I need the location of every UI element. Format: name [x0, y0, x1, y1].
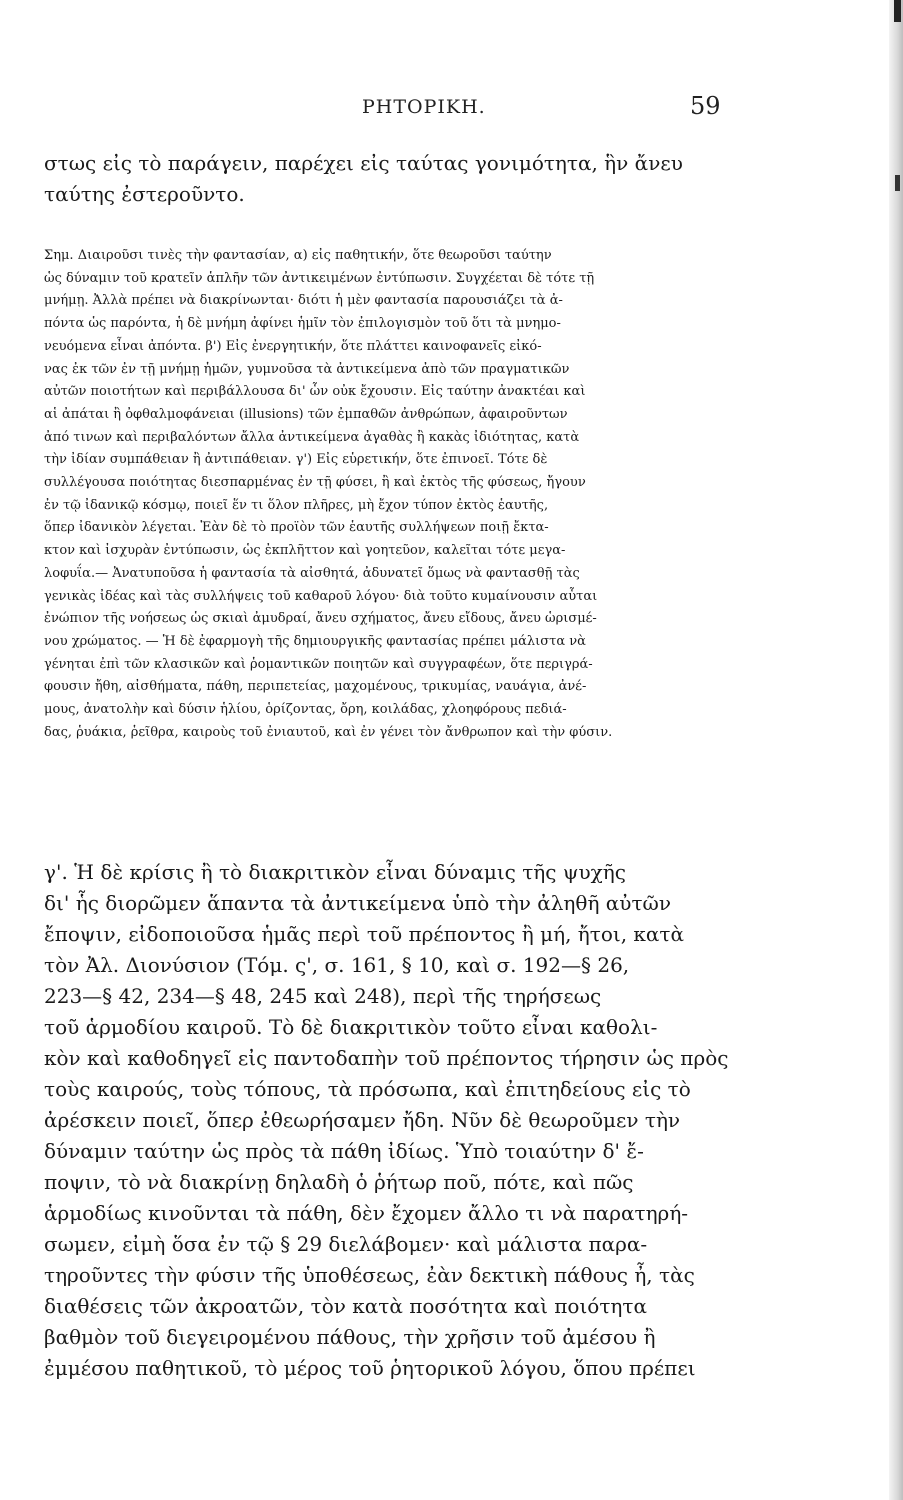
footnote-block	[44, 245, 866, 744]
text-line: ταύτης ἐστεροῦντο.	[44, 182, 245, 206]
note-line: πόντα ὡς παρόντα, ἡ δὲ μνήμη ἀφίνει ἡμῖν τὸν ἐπιλογισμὸν τοῦ ὅτι τὰ μνημο-	[44, 316, 561, 332]
note-line: αὐτῶν ποιοτήτων καὶ περιβάλλουσα δι' ὧν οὐκ ἔχουσιν. Εἰς ταύτην ἀνακτέαι καὶ	[44, 384, 586, 400]
text-line: ἔποψιν, εἰδοποιοῦσα ἡμᾶς περὶ τοῦ πρέποντος ἢ μή, ἤτοι, κατὰ	[44, 922, 684, 946]
page-number: 59	[690, 92, 721, 120]
note-line: ἐνώπιον τῆς νοήσεως ὡς σκιαὶ ἀμυδραί, ἄνευ σχήματος, ἄνευ εἴδους, ἄνευ ὡρισμέ-	[44, 611, 597, 627]
note-line: ὡς δύναμιν τοῦ κρατεῖν ἁπλῆν τῶν ἀντικειμένων ἐντύπωσιν. Συγχέεται δὲ τότε τῇ	[44, 270, 595, 286]
note-line: τὴν ἰδίαν συμπάθειαν ἢ ἀντιπάθειαν. γ') Εἰς εὑρετικήν, ὅτε ἐπινοεῖ. Τότε δὲ	[44, 452, 548, 468]
note-line: γένηται ἐπὶ τῶν κλασικῶν καὶ ῥομαντικῶν ποιητῶν καὶ συγγραφέων, ὅτε περιγρά-	[44, 656, 593, 672]
note-line: δας, ῥυάκια, ῥεῖθρα, καιροὺς τοῦ ἐνιαυτοῦ, καὶ ἐν γένει τὸν ἄνθρωπον καὶ τὴν φύσιν.	[44, 724, 613, 740]
text-line: τηροῦντες τὴν φύσιν τῆς ὑποθέσεως, ἐὰν δεκτικὴ πάθους ἦ, τὰς	[44, 1263, 695, 1287]
text-line: κὸν καὶ καθοδηγεῖ εἰς παντοδαπὴν τοῦ πρέποντος τήρησιν ὡς πρὸς	[44, 1046, 729, 1070]
text-line: διαθέσεις τῶν ἀκροατῶν, τὸν κατὰ ποσότητα καὶ ποιότητα	[44, 1294, 647, 1318]
note-line: νευόμενα εἶναι ἀπόντα. β') Εἰς ἐνεργητικήν, ὅτε πλάττει καινοφανεῖς εἰκό-	[44, 338, 542, 354]
note-line: φουσιν ἤθη, αἰσθήματα, πάθη, περιπετείας, μαχομένους, τρικυμίας, ναυάγια, ἀνέ-	[44, 679, 587, 695]
top-paragraph	[44, 148, 864, 210]
edge-mark	[894, 0, 901, 22]
note-line: μους, ἀνατολὴν καὶ δύσιν ἡλίου, ὁρίζοντας, ὄρη, κοιλάδας, χλοηφόρους πεδιά-	[44, 702, 567, 718]
page-edge-shadow	[889, 0, 903, 1500]
note-line: νου χρώματος. — Ἡ δὲ ἐφαρμογὴ τῆς δημιουργικῆς φαντασίας πρέπει μάλιστα νὰ	[44, 633, 586, 649]
main-paragraph	[44, 857, 866, 1384]
text-line: γ'. Ἡ δὲ κρίσις ἢ τὸ διακριτικὸν εἶναι δύναμις τῆς ψυχῆς	[44, 860, 626, 884]
text-line: δι' ἧς διορῶμεν ἅπαντα τὰ ἀντικείμενα ὑπὸ τὴν ἀληθῆ αὐτῶν	[44, 891, 671, 915]
note-line: λοφυΐα.— Ἀνατυποῦσα ἡ φαντασία τὰ αἰσθητά, ἀδυνατεῖ ὅμως νὰ φαντασθῇ τὰς	[44, 565, 580, 581]
note-line: μνήμῃ. Ἀλλὰ πρέπει νὰ διακρίνωνται· διότι ἡ μὲν φαντασία παρουσιάζει τὰ ἀ-	[44, 293, 563, 309]
text-line: ἁρμοδίως κινοῦνται τὰ πάθη, δὲν ἔχομεν ἄλλο τι νὰ παρατηρή-	[44, 1201, 689, 1225]
note-line: νας ἐκ τῶν ἐν τῇ μνήμῃ ἡμῶν, γυμνοῦσα τὰ ἀντικείμενα ἀπὸ τῶν πραγματικῶν	[44, 361, 570, 377]
note-line: γενικὰς ἰδέας καὶ τὰς συλλήψεις τοῦ καθαροῦ λόγου· διὰ τοῦτο κυμαίνουσιν αὗται	[44, 588, 598, 604]
text-line: ποψιν, τὸ νὰ διακρίνῃ δηλαδὴ ὁ ῥήτωρ ποῦ, πότε, καὶ πῶς	[44, 1170, 634, 1194]
text-line: ἀρέσκειν ποιεῖ, ὅπερ ἐθεωρήσαμεν ἤδη. Νῦν δὲ θεωροῦμεν τὴν	[44, 1108, 681, 1132]
note-line: Σημ. Διαιροῦσι τινὲς τὴν φαντασίαν, α) εἰς παθητικήν, ὅτε θεωροῦσι ταύτην	[44, 248, 552, 263]
text-line: 223—§ 42, 234—§ 48, 245 καὶ 248), περὶ τῆς τηρήσεως	[44, 984, 602, 1008]
text-line: τοῦ ἁρμοδίου καιροῦ. Τὸ δὲ διακριτικὸν τοῦτο εἶναι καθολι-	[44, 1015, 658, 1039]
text-line: τοὺς καιρούς, τοὺς τόπους, τὰ πρόσωπα, καὶ ἐπιτηδείους εἰς τὸ	[44, 1077, 691, 1101]
note-line: ἀπό τινων καὶ περιβαλόντων ἄλλα ἀντικείμενα ἀγαθὰς ἢ κακὰς ἰδιότητας, κατὰ	[44, 429, 580, 445]
edge-mark	[895, 175, 900, 191]
running-head: ΡΗΤΟΡΙΚΗ.	[362, 96, 486, 118]
note-line: συλλέγουσα ποιότητας διεσπαρμένας ἐν τῇ φύσει, ἢ καὶ ἐκτὸς τῆς φύσεως, ἤγουν	[44, 475, 586, 491]
note-line: αἱ ἀπάται ἢ ὀφθαλμοφάνειαι (illusions) τῶν ἐμπαθῶν ἀνθρώπων, ἀφαιροῦντων	[44, 406, 568, 422]
text-line: τὸν Ἀλ. Διονύσιον (Τόμ. ς', σ. 161, § 10, καὶ σ. 192—§ 26,	[44, 953, 630, 977]
text-line: δύναμιν ταύτην ὡς πρὸς τὰ πάθη ἰδίως. Ὑπὸ τοιαύτην δ' ἔ-	[44, 1139, 644, 1163]
text-line: βαθμὸν τοῦ διεγειρομένου πάθους, τὴν χρῆσιν τοῦ ἀμέσου ἢ	[44, 1325, 656, 1349]
text-line: στως εἰς τὸ παράγειν, παρέχει εἰς ταύτας γονιμότητα, ἣν ἄνευ	[44, 151, 683, 175]
note-line: κτον καὶ ἰσχυρὰν ἐντύπωσιν, ὡς ἐκπλῆττον καὶ γοητεῦον, καλεῖται τότε μεγα-	[44, 543, 566, 559]
note-line: ἐν τῷ ἰδανικῷ κόσμῳ, ποιεῖ ἕν τι ὅλον πλῆρες, μὴ ἔχον τύπον ἐκτὸς ἑαυτῆς,	[44, 497, 549, 513]
text-line: ἐμμέσου παθητικοῦ, τὸ μέρος τοῦ ῥητορικοῦ λόγου, ὅπου πρέπει	[44, 1356, 696, 1380]
note-line: ὅπερ ἰδανικὸν λέγεται. Ἐὰν δὲ τὸ προϊὸν τῶν ἑαυτῆς συλλήψεων ποιῇ ἔκτα-	[44, 520, 549, 536]
text-line: σωμεν, εἰμὴ ὅσα ἐν τῷ § 29 διελάβομεν· καὶ μάλιστα παρα-	[44, 1232, 648, 1256]
